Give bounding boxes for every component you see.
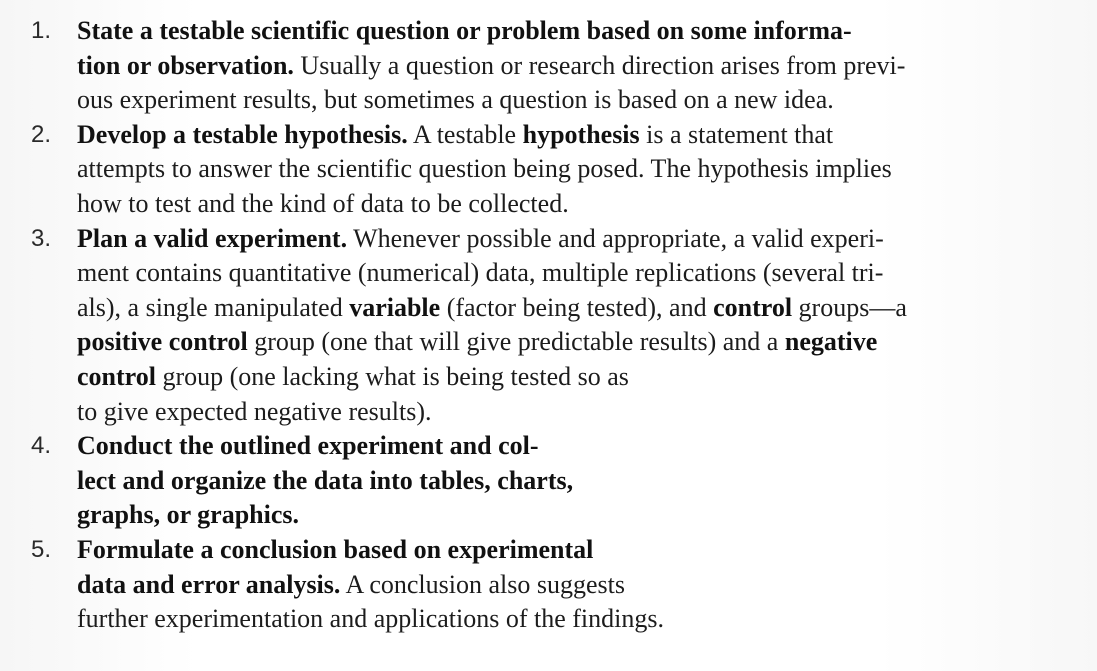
bold-text-run: Develop a testable hypothesis. bbox=[77, 119, 408, 149]
text-run: is a statement that bbox=[639, 119, 834, 149]
step-item bbox=[31, 14, 1071, 118]
text-run: ment contains quantitative (numerical) data, multiple replications (several tri- bbox=[77, 258, 884, 288]
bold-text-run: lect and organize the data into tables, charts, bbox=[77, 465, 574, 495]
text-line bbox=[77, 291, 1071, 326]
text-line bbox=[77, 498, 1071, 533]
text-run: A testable bbox=[407, 119, 523, 149]
bold-text-run: variable bbox=[349, 292, 441, 322]
bold-text-run: graphs, or graphics. bbox=[77, 500, 299, 530]
text-line bbox=[77, 256, 1071, 291]
text-run: group (one that will give predictable results) and a bbox=[247, 327, 785, 357]
text-run: groups—a bbox=[792, 292, 907, 322]
text-line bbox=[77, 395, 1071, 430]
text-run: Whenever possible and appropriate, a valid experi- bbox=[347, 223, 884, 253]
step-number: 5. bbox=[31, 535, 52, 563]
text-line bbox=[77, 83, 1071, 118]
text-run: (factor being tested), and bbox=[440, 292, 714, 322]
text-line bbox=[77, 325, 1071, 360]
text-line bbox=[77, 464, 1071, 499]
text-line bbox=[77, 14, 1071, 49]
text-line bbox=[77, 152, 1071, 187]
scientific-method-steps-list bbox=[31, 14, 1071, 637]
step-item bbox=[31, 429, 1071, 533]
text-line bbox=[77, 429, 1071, 464]
text-line bbox=[77, 222, 1071, 257]
text-run: Usually a question or research direction arises from previ- bbox=[293, 50, 906, 80]
bold-text-run: Formulate a conclusion based on experimental bbox=[77, 534, 594, 564]
text-run: how to test and the kind of data to be collected. bbox=[77, 188, 569, 218]
text-line bbox=[77, 360, 1071, 395]
bold-text-run: State a testable scientific question or problem based on some informa- bbox=[77, 16, 852, 45]
bold-text-run: Plan a valid experiment. bbox=[77, 223, 348, 253]
step-number: 3. bbox=[31, 224, 52, 252]
bold-text-run: negative bbox=[784, 327, 878, 357]
text-line bbox=[77, 602, 1071, 637]
text-run: ous experiment results, but sometimes a question is based on a new idea. bbox=[77, 85, 834, 115]
text-line bbox=[77, 118, 1071, 153]
bold-text-run: positive control bbox=[77, 327, 248, 357]
bold-text-run: control bbox=[77, 361, 156, 391]
step-number: 1. bbox=[31, 17, 52, 44]
text-line bbox=[77, 568, 1071, 603]
bold-text-run: control bbox=[713, 292, 793, 322]
text-run: further experimentation and applications of the findings. bbox=[77, 604, 664, 634]
bold-text-run: tion or observation. bbox=[77, 50, 294, 80]
bold-text-run: hypothesis bbox=[522, 119, 640, 149]
step-item bbox=[31, 118, 1071, 222]
text-run: als), a single manipulated bbox=[77, 292, 350, 322]
text-run: attempts to answer the scientific question being posed. The hypothesis implies bbox=[77, 154, 892, 184]
step-number: 2. bbox=[31, 120, 52, 148]
bold-text-run: data and error analysis. bbox=[77, 569, 341, 599]
step-number: 4. bbox=[31, 432, 52, 460]
text-run: A conclusion also suggests bbox=[340, 569, 625, 599]
text-line bbox=[77, 533, 1071, 568]
text-line bbox=[77, 49, 1071, 84]
step-item bbox=[31, 222, 1071, 430]
bold-text-run: Conduct the outlined experiment and col- bbox=[77, 431, 539, 461]
text-run: group (one lacking what is being tested so as bbox=[155, 361, 629, 391]
text-line bbox=[77, 187, 1071, 222]
step-item bbox=[31, 533, 1071, 637]
text-run: to give expected negative results). bbox=[77, 396, 432, 426]
